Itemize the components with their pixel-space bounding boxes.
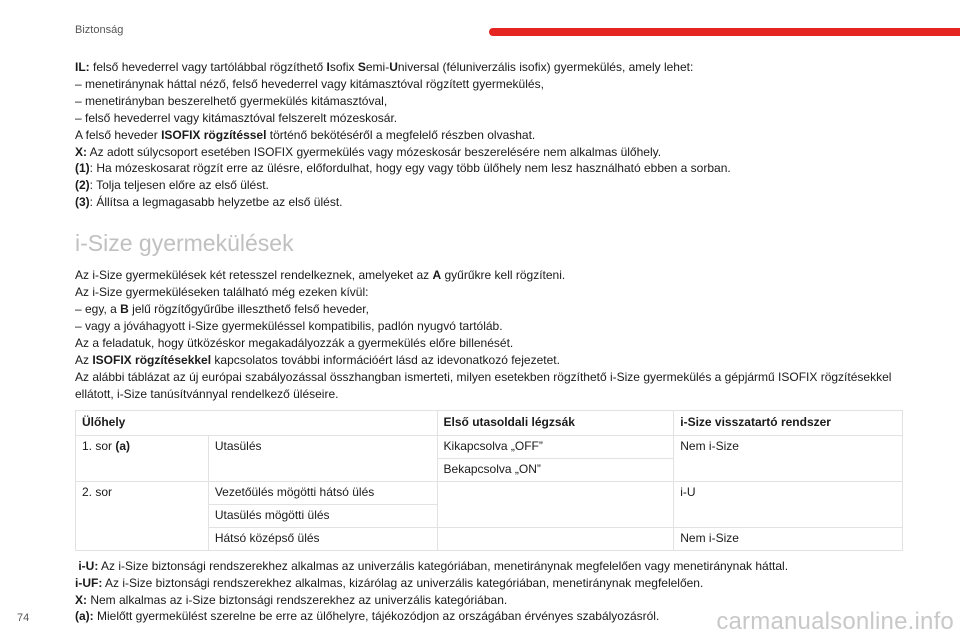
row-2-seat-c: Hátsó középső ülés xyxy=(208,528,437,551)
legend-x xyxy=(75,592,905,609)
isize-para-5: Az alábbi táblázat az új európai szabályozással összhangban ismerteti, milyen esetekben rögzíthető i-Size gyermekülés a gépjármű ISOFIX rögzítésekkel ellátott, i-Size tanúsítvánnyal rendelkező üléseire. xyxy=(75,369,892,401)
table-row xyxy=(76,436,903,459)
header-accent-bar xyxy=(489,28,960,36)
isize-para-4-bold: ISOFIX rögzítésekkel xyxy=(92,352,212,367)
note-2 xyxy=(75,177,905,194)
isize-para-3: Az a feladatuk, hogy ütközéskor megakadályozzák a gyermekülés előre billenését. xyxy=(75,335,514,350)
il-text-post: niversal (féluniverzális isofix) gyermekülés, amely lehet: xyxy=(397,60,694,74)
il-text-sofix: sofix xyxy=(329,60,358,74)
isize-body xyxy=(75,267,905,402)
page-content xyxy=(75,59,905,625)
table-header-system: i-Size visszatartó rendszer xyxy=(674,411,903,436)
watermark: carmanualsonline.info xyxy=(716,608,954,635)
note-3-key: (3) xyxy=(75,195,90,210)
il-bullet-3: – felső hevederrel vagy kitámasztóval felszerelt mózeskosár. xyxy=(75,110,398,125)
legend-iuf-text: Az i-Size biztonsági rendszerekhez alkalmas, kizárólag az univerzális kategóriában, menetiránynak megfelelően. xyxy=(102,576,704,590)
isize-para-1-bold: A xyxy=(432,268,442,283)
legend-iu-text: Az i-Size biztonsági rendszerekhez alkalmas az univerzális kategóriában, menetiránynak megfelelően vagy menetiránynak háttal. xyxy=(98,559,789,574)
isize-para-1-post: gyűrűkre kell rögzíteni. xyxy=(441,268,566,283)
legend-iuf xyxy=(75,575,905,592)
row-2-label: 2. sor xyxy=(76,482,209,551)
note-3 xyxy=(75,194,905,211)
legend-a-text: Mielőtt gyermekülést szerelne be erre az ülőhelyre, tájékozódjon az országában érvényes szabályozásról. xyxy=(93,609,660,624)
il-letter-u: U xyxy=(389,60,398,74)
note-1 xyxy=(75,160,905,177)
note-2-key: (2) xyxy=(75,178,90,193)
isize-para-2: Az i-Size gyermeküléseken található még ezeken kívül: xyxy=(75,285,369,300)
top-tether-note xyxy=(75,127,905,144)
isize-para-4-pre: Az xyxy=(75,352,93,367)
top-tether-bold: ISOFIX rögzítéssel xyxy=(161,127,267,142)
legend-x-text: Nem alkalmas az i-Size biztonsági rendszerekhez az univerzális kategóriában. xyxy=(87,592,508,607)
il-bullet-2: – menetirányban beszerelhető gyermekülés kitámasztóval, xyxy=(75,93,388,108)
note-2-text: : Tolja teljesen előre az első ülést. xyxy=(89,178,269,193)
row-2-airbag-empty-c xyxy=(437,528,674,551)
row-2-system-c: Nem i-Size xyxy=(674,528,903,551)
il-text-emi: emi- xyxy=(365,60,390,74)
isize-bullet-1-bold: B xyxy=(120,301,129,316)
row-1-airbag-on: Bekapcsolva „ON” xyxy=(437,459,674,482)
table-header-airbag: Első utasoldali légzsák xyxy=(437,411,674,436)
isize-bullet-2: – vagy a jóváhagyott i-Size gyermeküléssel kompatibilis, padlón nyugvó tartóláb. xyxy=(75,318,503,333)
isize-section-title: i-Size gyermekülések xyxy=(75,230,294,257)
row-1-airbag-off: Kikapcsolva „OFF” xyxy=(437,436,674,459)
isize-bullet-1-pre: – egy, a xyxy=(75,301,121,316)
legend-a-key: (a): xyxy=(75,609,94,624)
table-header-seat: Ülőhely xyxy=(76,411,438,436)
table-row xyxy=(76,482,903,505)
il-definition xyxy=(75,59,905,76)
il-text: felső hevederrel vagy tartólábbal rögzíthető xyxy=(89,60,327,74)
table-header-row xyxy=(76,411,903,436)
row-1-label-note: (a) xyxy=(115,439,131,454)
isize-bullet-1-post: jelű rögzítőgyűrűbe illeszthető felső heveder, xyxy=(128,301,369,316)
il-letter-i: I xyxy=(326,60,330,74)
isize-para-4-post: kapcsolatos további információért lásd az idevonatkozó fejezetet. xyxy=(211,352,560,367)
top-tether-post: történő bekötéséről a megfelelő részben olvashat. xyxy=(266,127,536,142)
page-number: 74 xyxy=(17,612,30,624)
il-letter-s: S xyxy=(357,60,366,74)
row-1-system: Nem i-Size xyxy=(674,436,903,482)
legend-iu-key: i-U: xyxy=(78,559,99,574)
top-tether-pre: A felső heveder xyxy=(75,127,162,142)
legend-iuf-key: i-UF: xyxy=(75,576,103,590)
x-key: X: xyxy=(75,144,87,159)
row-2-system-ab: i-U xyxy=(674,482,903,528)
isize-bullet-1 xyxy=(75,301,905,318)
legend-iu xyxy=(75,558,905,575)
x-text: Az adott súlycsoport esetében ISOFIX gyermekülés vagy mózeskosár beszerelésére nem alkalmas ülőhely. xyxy=(87,144,662,159)
il-bullet-1: – menetiránynak háttal néző, felső hevederrel vagy kitámasztóval rögzített gyermekülés, xyxy=(75,76,544,91)
note-1-key: (1) xyxy=(75,161,90,176)
row-1-label-text: 1. sor xyxy=(82,439,116,454)
row-1-label xyxy=(76,436,209,482)
isize-para-4 xyxy=(75,352,905,369)
isize-para-1 xyxy=(75,267,905,284)
isize-seat-table xyxy=(75,410,903,551)
header-section-label: Biztonság xyxy=(75,24,124,36)
row-2-seat-a: Vezetőülés mögötti hátsó ülés xyxy=(208,482,437,505)
x-definition xyxy=(75,144,905,161)
row-2-airbag-empty xyxy=(437,482,674,528)
isize-para-1-pre: Az i-Size gyermekülések két retesszel rendelkeznek, amelyeket az xyxy=(75,268,433,283)
row-2-seat-b: Utasülés mögötti ülés xyxy=(208,505,437,528)
note-3-text: : Állítsa a legmagasabb helyzetbe az első ülést. xyxy=(89,195,343,210)
il-key: IL: xyxy=(75,60,90,74)
row-1-seat: Utasülés xyxy=(208,436,437,482)
legend-x-key: X: xyxy=(75,592,87,607)
isofix-intro xyxy=(75,59,905,211)
note-1-text: : Ha mózeskosarat rögzít erre az ülésre, előfordulhat, hogy egy vagy több ülőhely nem lesz használható ebben a sorban. xyxy=(89,161,731,176)
